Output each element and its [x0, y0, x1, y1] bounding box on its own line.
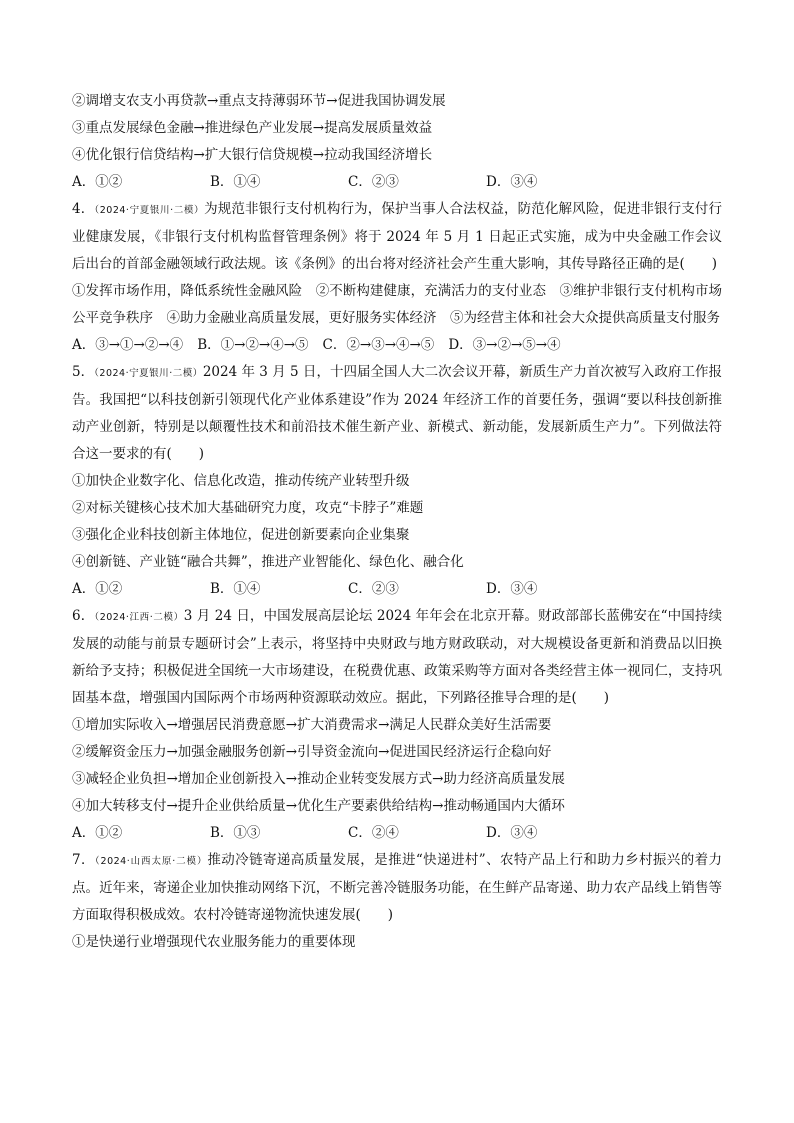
question-number: 6．	[72, 608, 95, 624]
question-source: （2024·宁夏银川·二模）	[94, 368, 203, 379]
choice-a: A．①②	[72, 174, 123, 190]
option-item: ①是快递行业增强现代农业服务能力的重要体现	[72, 934, 356, 950]
choice-c: C．②→③→④→⑤	[322, 337, 435, 353]
option-item: ④创新链、产业链“融合共舞”，推进产业智能化、绿色化、融合化	[72, 554, 464, 570]
option-item: ③强化企业科技创新主体地位，促进创新要素向企业集聚	[72, 527, 410, 543]
choice-c: C．②③	[348, 581, 399, 597]
answer-choices	[72, 332, 722, 359]
question-source: （2024·宁夏银川·二模）	[94, 205, 205, 216]
option-item: ②缓解资金压力→加强金融服务创新→引导资金流向→促进国民经济运行企稳向好	[72, 744, 552, 760]
question-number: 4．	[72, 201, 95, 217]
question-stem	[72, 196, 722, 278]
option-item: ①加快企业数字化、信息化改造，推动传统产业转型升级	[72, 473, 410, 489]
choice-a: A．③→①→②→④	[72, 337, 184, 353]
choice-b: B．①④	[210, 174, 261, 190]
choice-c: C．②④	[348, 825, 399, 841]
question-source: （2024·江西·二模）	[94, 612, 184, 623]
question-stem	[72, 359, 722, 468]
choice-b: B．①→②→④→⑤	[197, 337, 309, 353]
exam-page	[72, 88, 722, 956]
option-item: ③重点发展绿色金融→推进绿色产业发展→提高发展质量效益	[72, 120, 433, 136]
question-source: （2024·山西太原·二模）	[94, 856, 208, 867]
question-6	[72, 603, 722, 847]
choice-b: B．①③	[210, 825, 261, 841]
option-item: ④加大转移支付→提升企业供给质量→优化生产要素供给结构→推动畅通国内大循环	[72, 798, 565, 814]
choice-d: D．③④	[486, 825, 538, 841]
option-item: ④优化银行信贷结构→扩大银行信贷规模→拉动我国经济增长	[72, 147, 433, 163]
option-list: ①发挥市场作用，降低系统性金融风险 ②不断构建健康，充满活力的支付业态 ③维护非银行支付机构市场公平竞争秩序 ④助力金融业高质量发展，更好服务实体经济 ⑤为经营主体和社会大众提供高质量支付服务	[72, 283, 722, 326]
question-number: 5．	[72, 364, 95, 380]
choice-d: D．③④	[486, 174, 538, 190]
answer-choices	[72, 576, 722, 603]
option-item: ②对标关键核心技术加大基础研究力度，攻克“卡脖子”难题	[72, 500, 424, 516]
question-stem	[72, 847, 722, 929]
question-4	[72, 196, 722, 359]
choice-d: D．③→②→⑤→④	[448, 337, 561, 353]
choice-a: A．①②	[72, 825, 123, 841]
question-number: 7．	[72, 852, 95, 868]
question-3-tail	[72, 88, 722, 196]
question-stem	[72, 603, 722, 712]
question-text: 推动冷链寄递高质量发展，是推进“快递进村”、农特产品上行和助力乡村振兴的着力点。近年来，寄递企业加快推动网络下沉，不断完善冷链服务功能，在生鲜产品寄递、助力农产品线上销售等方面取得积极成效。农村冷链寄递物流快速发展( )	[72, 852, 722, 923]
answer-choices	[72, 169, 722, 196]
choice-d: D．③④	[486, 581, 538, 597]
option-item: ①增加实际收入→增强居民消费意愿→扩大消费需求→满足人民群众美好生活需要	[72, 717, 552, 733]
choice-b: B．①④	[210, 581, 261, 597]
option-item: ②调增支农支小再贷款→重点支持薄弱环节→促进我国协调发展	[72, 93, 446, 109]
choice-c: C．②③	[348, 174, 399, 190]
question-text: 为规范非银行支付机构行为，保护当事人合法权益，防范化解风险，促进非银行支付行业健康发展，《非银行支付机构监督管理条例》将于 2024 年 5 月 1 日起正式实施，成为中央金融工作会议后出台的首部金融领域行政法规。该《条例》的出台将对经济社会产生重大影响，其传导路径正确的是( )	[72, 201, 723, 272]
question-text: 2024 年 3 月 5 日，十四届全国人大二次会议开幕，新质生产力首次被写入政府工作报告。我国把“以科技创新引领现代化产业体系建设”作为 2024 年经济工作的首要任务，强调“要以科技创新推动产业创新，特别是以颠覆性技术和前沿技术催生新产业、新模式、新动能，发展新质生产力”。下列做法符合这一要求的有( )	[72, 364, 723, 462]
option-item: ③减轻企业负担→增加企业创新投入→推动企业转变发展方式→助力经济高质量发展	[72, 771, 565, 787]
question-7	[72, 847, 722, 956]
question-text: 3 月 24 日，中国发展高层论坛 2024 年年会在北京开幕。财政部部长蓝佛安在“中国持续发展的动能与前景专题研讨会”上表示，将坚持中央财政与地方财政联动，对大规模设备更新和消费品以旧换新给予支持；积极促进全国统一大市场建设，在税费优惠、政策采购等方面对各类经营主体一视同仁，支持巩固基本盘，增强国内国际两个市场两种资源联动效应。据此，下列路径推导合理的是( )	[72, 608, 723, 706]
answer-choices	[72, 820, 722, 847]
question-5	[72, 359, 722, 603]
choice-a: A．①②	[72, 581, 123, 597]
